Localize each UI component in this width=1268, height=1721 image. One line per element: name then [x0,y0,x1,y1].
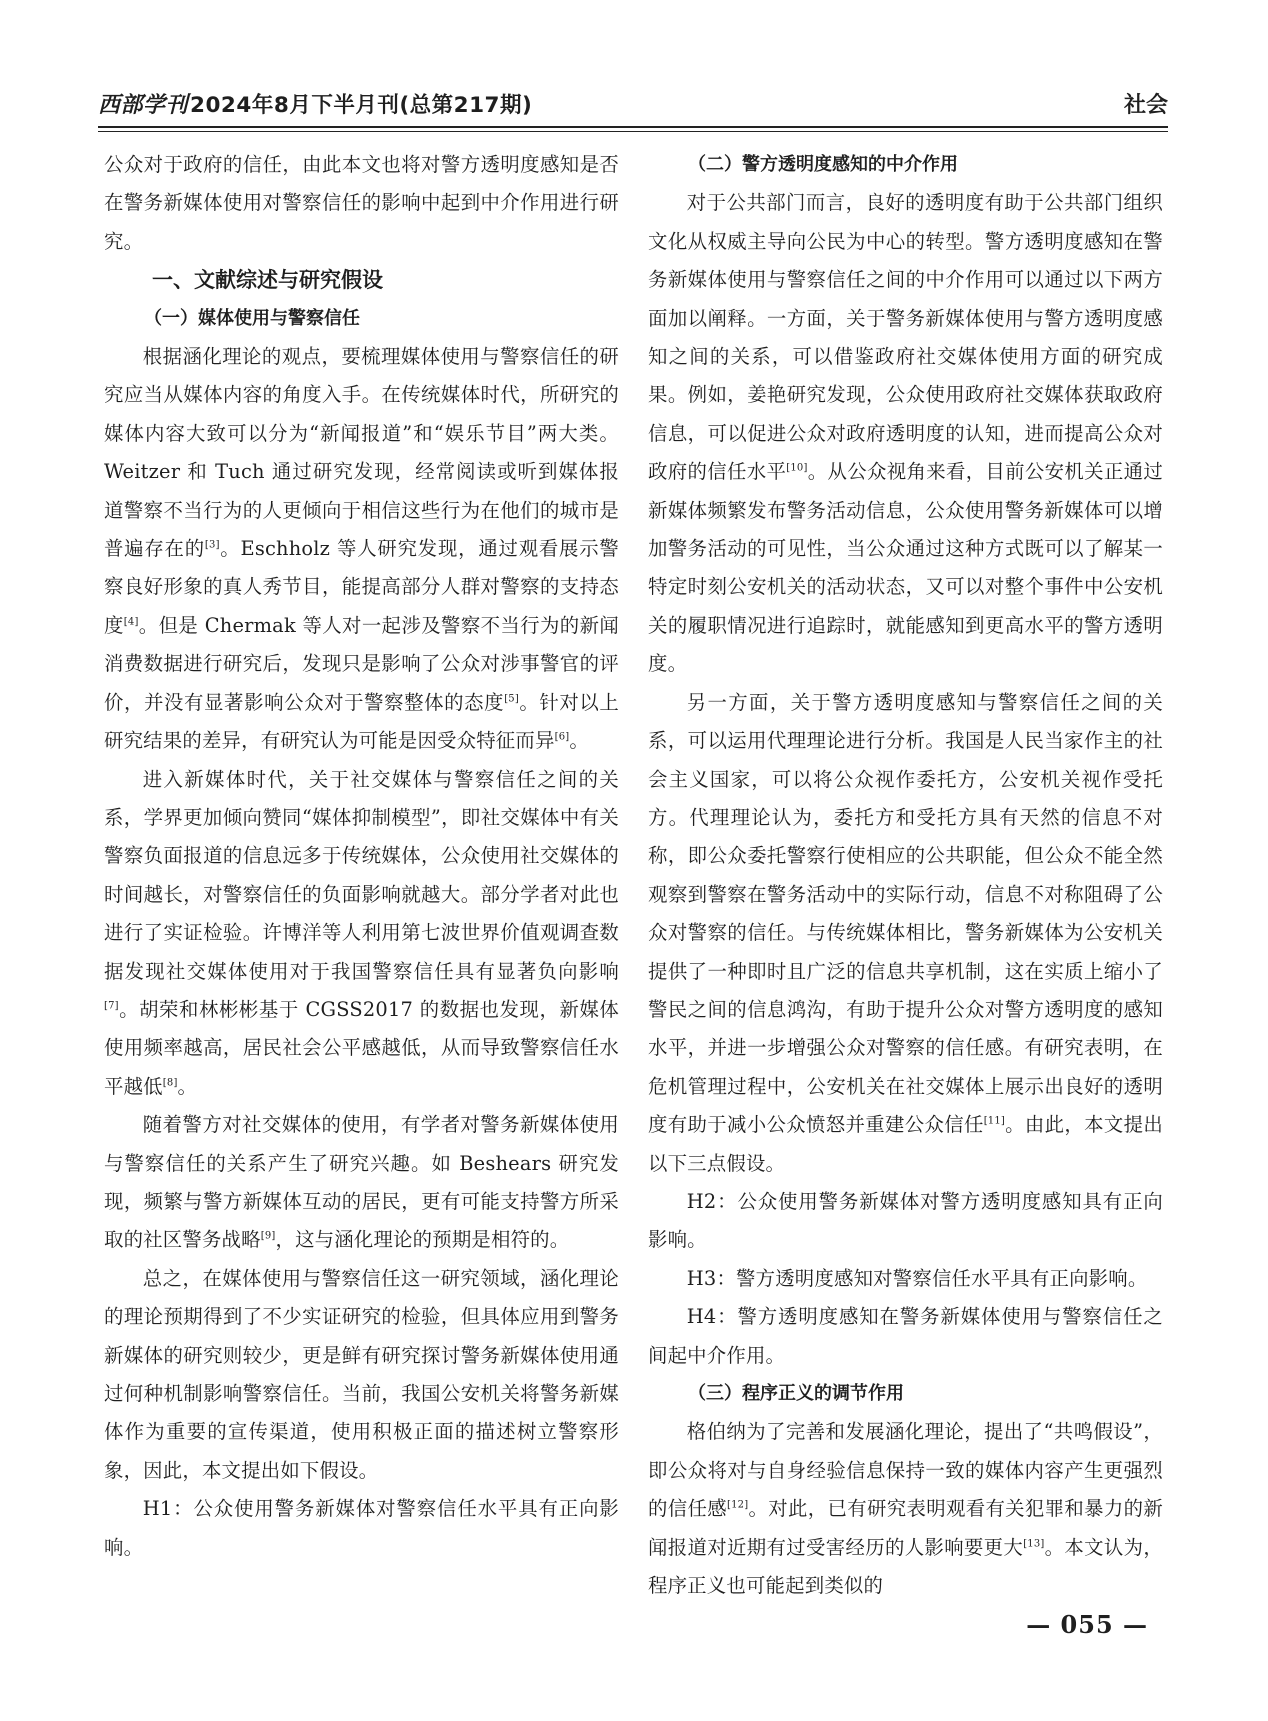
citation: [5] [504,693,519,705]
text-run: 。胡荣和林彬彬基于 CGSS2017 的数据也发现，新媒体使用频率越高，居民社会公平感越低，从而导致警察信任水平越低 [104,997,619,1098]
citation: [9] [260,1230,276,1242]
running-header [98,86,1168,120]
paragraph: 总之，在媒体使用与警察信任这一研究领域，涵化理论的理论预期得到了不少实证研究的检验，但具体应用到警务新媒体的研究则较少，更是鲜有研究探讨警务新媒体使用通过何种机制影响警察信任。当前，我国公安机关将警务新媒体作为重要的宣传渠道，使用积极正面的描述树立警察形象，因此，本文提出如下假设。 [104,1266,619,1482]
subsection-heading: （三）程序正义的调节作用 [688,1383,904,1404]
citation: [6] [554,731,570,743]
hypothesis-h1: H1：公众使用警务新媒体对警察信任水平具有正向影响。 [104,1497,619,1559]
text-run: 。从公众视角来看，目前公安机关正通过新媒体频繁发布警务活动信息，公众使用警务新媒体可以增加警务活动的可见性，当公众通过这种方式既可以了解某一特定时刻公安机关的活动状态，又可以对整个事件中公安机关的履职情况进行追踪时，就能感知到更高水平的警方透明度。 [648,460,1163,676]
header-rule-thick [98,126,1168,128]
header-rule-thin [98,131,1168,132]
paragraph [648,1413,1163,1605]
text-run: 随着警方对社交媒体的使用，有学者对警务新媒体使用与警察信任的关系产生了研究兴趣。如 Beshears 研究发现，频繁与警方新媒体互动的居民，更有可能支持警方所采取的社区警务战略 [104,1113,619,1252]
right-column [648,146,1163,1605]
text-run: 。由此，本文提出以下三点假设。 [648,1113,1163,1175]
page-number: — 055 — [1026,1610,1148,1639]
text-run: 。Eschholz 等人研究发现，通过观看展示警察良好形象的真人秀节目，能提高部分人群对警察的支持态度 [104,537,620,637]
left-column [104,146,619,1567]
text-run: 。针对以上研究结果的差异，有研究认为可能是因受众特征而异 [104,690,619,753]
paragraph [104,761,619,1107]
citation: [4] [123,616,139,628]
text-run: 。 [177,1074,198,1098]
text-run: ，这与涵化理论的预期是相符的。 [275,1228,570,1252]
text-run: 根据涵化理论的观点，要梳理媒体使用与警察信任的研究应当从媒体内容的角度入手。在传统媒体时代，所研究的媒体内容大致可以分为“新闻报道”和“娱乐节目”两大类。Weitzer 和 Tuch 通过研究发现，经常阅读或听到媒体报道警察不当行为的人更倾向于相信这些行为在他们的城市是普遍存在的 [104,345,619,561]
citation: [8] [162,1077,178,1089]
citation: [11] [983,1115,1006,1127]
paragraph [104,338,619,760]
paragraph [648,184,1163,683]
text-run: 。对此，已有研究表明观看有关犯罪和暴力的新闻报道对近期有过受害经历的人影响要更大 [648,1497,1163,1559]
paragraph [104,1106,619,1260]
subsection-heading: （二）警方透明度感知的中介作用 [688,154,958,175]
section-heading: 一、文献综述与研究假设 [152,268,383,293]
subsection-heading: （一）媒体使用与警察信任 [144,307,360,329]
text-run: 。本文认为，程序正义也可能起到类似的 [648,1535,1163,1598]
citation: [3] [204,539,220,551]
text-run: 另一方面，关于警方透明度感知与警察信任之间的关系，可以运用代理理论进行分析。我国是人民当家作主的社会主义国家，可以将公众视作委托方，公安机关视作受托方。代理理论认为，委托方和受托方具有天然的信息不对称，即公众委托警察行使相应的公共职能，但公众不能全然观察到警察在警务活动中的实际行动，信息不对称阻碍了公众对警察的信任。与传统媒体相比，警务新媒体为公安机关提供了一种即时且广泛的信息共享机制，这在实质上缩小了警民之间的信息鸿沟，有助于提升公众对警方透明度的感知水平，并进一步增强公众对警察的信任感。有研究表明，在危机管理过程中，公安机关在社交媒体上展示出良好的透明度有助于减小公众愤怒并重建公众信任 [648,690,1163,1137]
hypothesis-h4: H4：警方透明度感知在警务新媒体使用与警察信任之间起中介作用。 [648,1305,1163,1367]
text-run: 格伯纳为了完善和发展涵化理论，提出了“共鸣假设”，即公众将对与自身经验信息保持一致的媒体内容产生更强烈的信任感 [648,1420,1163,1521]
citation: [7] [104,1000,119,1012]
hypothesis-h3: H3：警方透明度感知对警察信任水平具有正向影响。 [686,1266,1148,1290]
text-run: 。 [569,729,589,753]
paragraph: 公众对于政府的信任，由此本文也将对警方透明度感知是否在警务新媒体使用对警察信任的影响中起到中介作用进行研究。 [104,153,619,253]
citation: [12] [727,1499,749,1511]
hypothesis-h2: H2：公众使用警务新媒体对警方透明度感知具有正向影响。 [648,1189,1163,1252]
citation: [13] [1023,1538,1045,1550]
citation: [10] [786,462,808,474]
journal-title [98,88,532,119]
text-run: 进入新媒体时代，关于社交媒体与警察信任之间的关系，学界更加倾向赞同“媒体抑制模型”，即社交媒体中有关警察负面报道的信息远多于传统媒体，公众使用社交媒体的时间越长，对警察信任的负面影响就越大。部分学者对此也进行了实证检验。许博洋等人利用第七波世界价值观调查数据发现社交媒体使用对于我国警察信任具有显著负向影响 [104,767,619,983]
text-run: 。但是 Chermak 等人对一起涉及警察不当行为的新闻消费数据进行研究后，发现只是影响了公众对涉事警官的评价，并没有显著影响公众对于警察整体的态度 [104,613,619,714]
paragraph [648,684,1163,1183]
journal-logo: 西部学刊 [98,91,189,118]
section-name: 社会 [1123,92,1168,118]
journal-issue: 2024年8月下半月刊(总第217期) [190,92,533,118]
text-run: 对于公共部门而言，良好的透明度有助于公共部门组织文化从权威主导向公民为中心的转型。警方透明度感知在警务新媒体使用与警察信任之间的中介作用可以通过以下两方面加以阐释。一方面，关于警务新媒体使用与警方透明度感知之间的关系，可以借鉴政府社交媒体使用方面的研究成果。例如，姜艳研究发现，公众使用政府社交媒体获取政府信息，可以促进公众对政府透明度的认知，进而提高公众对政府的信任水平 [648,191,1163,484]
